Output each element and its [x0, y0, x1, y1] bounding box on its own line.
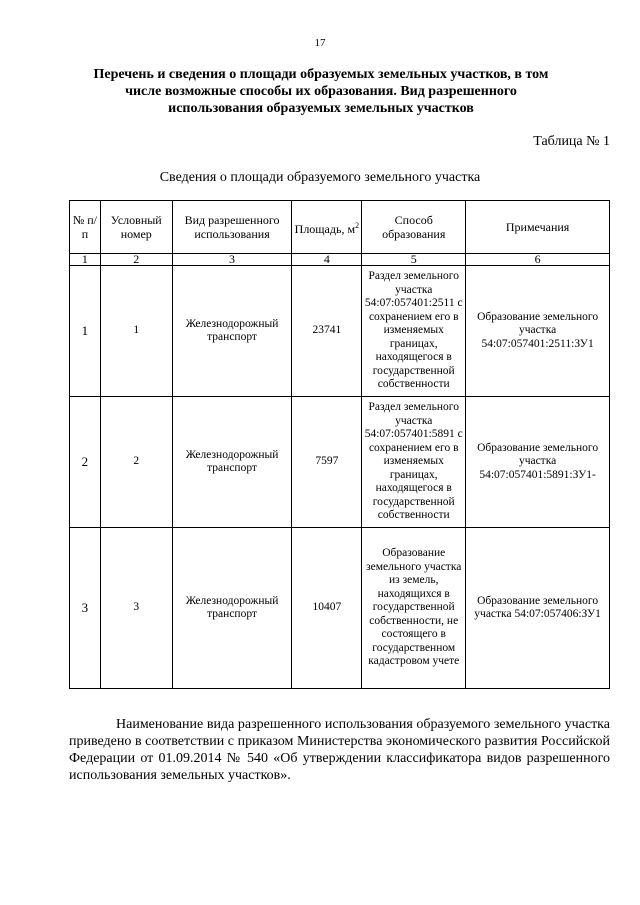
cell-formation-method: Раздел земельного участка 54:07:057401:2511 с сохранением его в изменяемых границах, находящегося в государственной собственности	[362, 266, 466, 397]
header-area-label: Площадь, м	[294, 221, 356, 236]
cell-permitted-use: Железнодорожный транспорт	[172, 397, 292, 528]
cell-formation-method: Образование земельного участка из земель, находящихся в государственной собственности, не состоящего в государственном кадастровом учете	[362, 528, 466, 689]
table-row	[70, 266, 610, 397]
column-index: 4	[292, 254, 362, 266]
column-index: 2	[100, 254, 172, 266]
cell-formation-method: Раздел земельного участка 54:07:057401:5891 с сохранением его в изменяемых границах, находящегося в государственной собственности	[362, 397, 466, 528]
cell-permitted-use: Железнодорожный транспорт	[172, 266, 292, 397]
table-row	[70, 397, 610, 528]
header-area-sup: 2	[355, 220, 360, 230]
cell-conditional-number: 2	[100, 397, 172, 528]
cell-conditional-number: 1	[100, 266, 172, 397]
column-index-row	[70, 254, 610, 266]
header-formation-method: Способ образования	[362, 201, 466, 254]
table-caption: Сведения о площади образуемого земельного участка	[159, 170, 481, 185]
cell-num: 2	[70, 397, 101, 528]
cell-area: 10407	[292, 528, 362, 689]
table-row	[70, 528, 610, 689]
table-label: Таблица № 1	[533, 134, 610, 149]
cell-area: 7597	[292, 397, 362, 528]
cell-permitted-use: Железнодорожный транспорт	[172, 528, 292, 689]
cell-num: 3	[70, 528, 101, 689]
cell-area: 23741	[292, 266, 362, 397]
cell-num: 1	[70, 266, 101, 397]
cell-notes: Образование земельного участка 54:07:057401:2511:ЗУ1	[466, 266, 610, 397]
cell-conditional-number: 3	[100, 528, 172, 689]
footer-paragraph: Наименование вида разрешенного использования образуемого земельного участка приведено в соответствии с приказом Министерства экономического развития Российской Федерации от 01.09.2014 № 540 «Об утверждении классификатора видов разрешенного использования земельных участков».	[69, 717, 610, 783]
cell-notes: Образование земельного участка 54:07:057401:5891:ЗУ1-	[466, 397, 610, 528]
page-number: 17	[314, 37, 326, 49]
column-index: 3	[172, 254, 292, 266]
document-title: Перечень и сведения о площади образуемых земельных участков, в том числе возможные способы их образования. Вид разрешенного использования образуемых земельных участков	[93, 67, 549, 116]
header-conditional-number: Условный номер	[100, 201, 172, 254]
header-area	[292, 201, 362, 254]
cell-notes: Образование земельного участка 54:07:057406:ЗУ1	[466, 528, 610, 689]
column-index: 5	[362, 254, 466, 266]
header-notes: Примечания	[466, 201, 610, 254]
header-num: № п/п	[70, 201, 101, 254]
land-plots-table	[69, 200, 610, 689]
table-header-row	[70, 201, 610, 254]
column-index: 1	[70, 254, 101, 266]
header-permitted-use: Вид разрешенного использования	[172, 201, 292, 254]
column-index: 6	[466, 254, 610, 266]
